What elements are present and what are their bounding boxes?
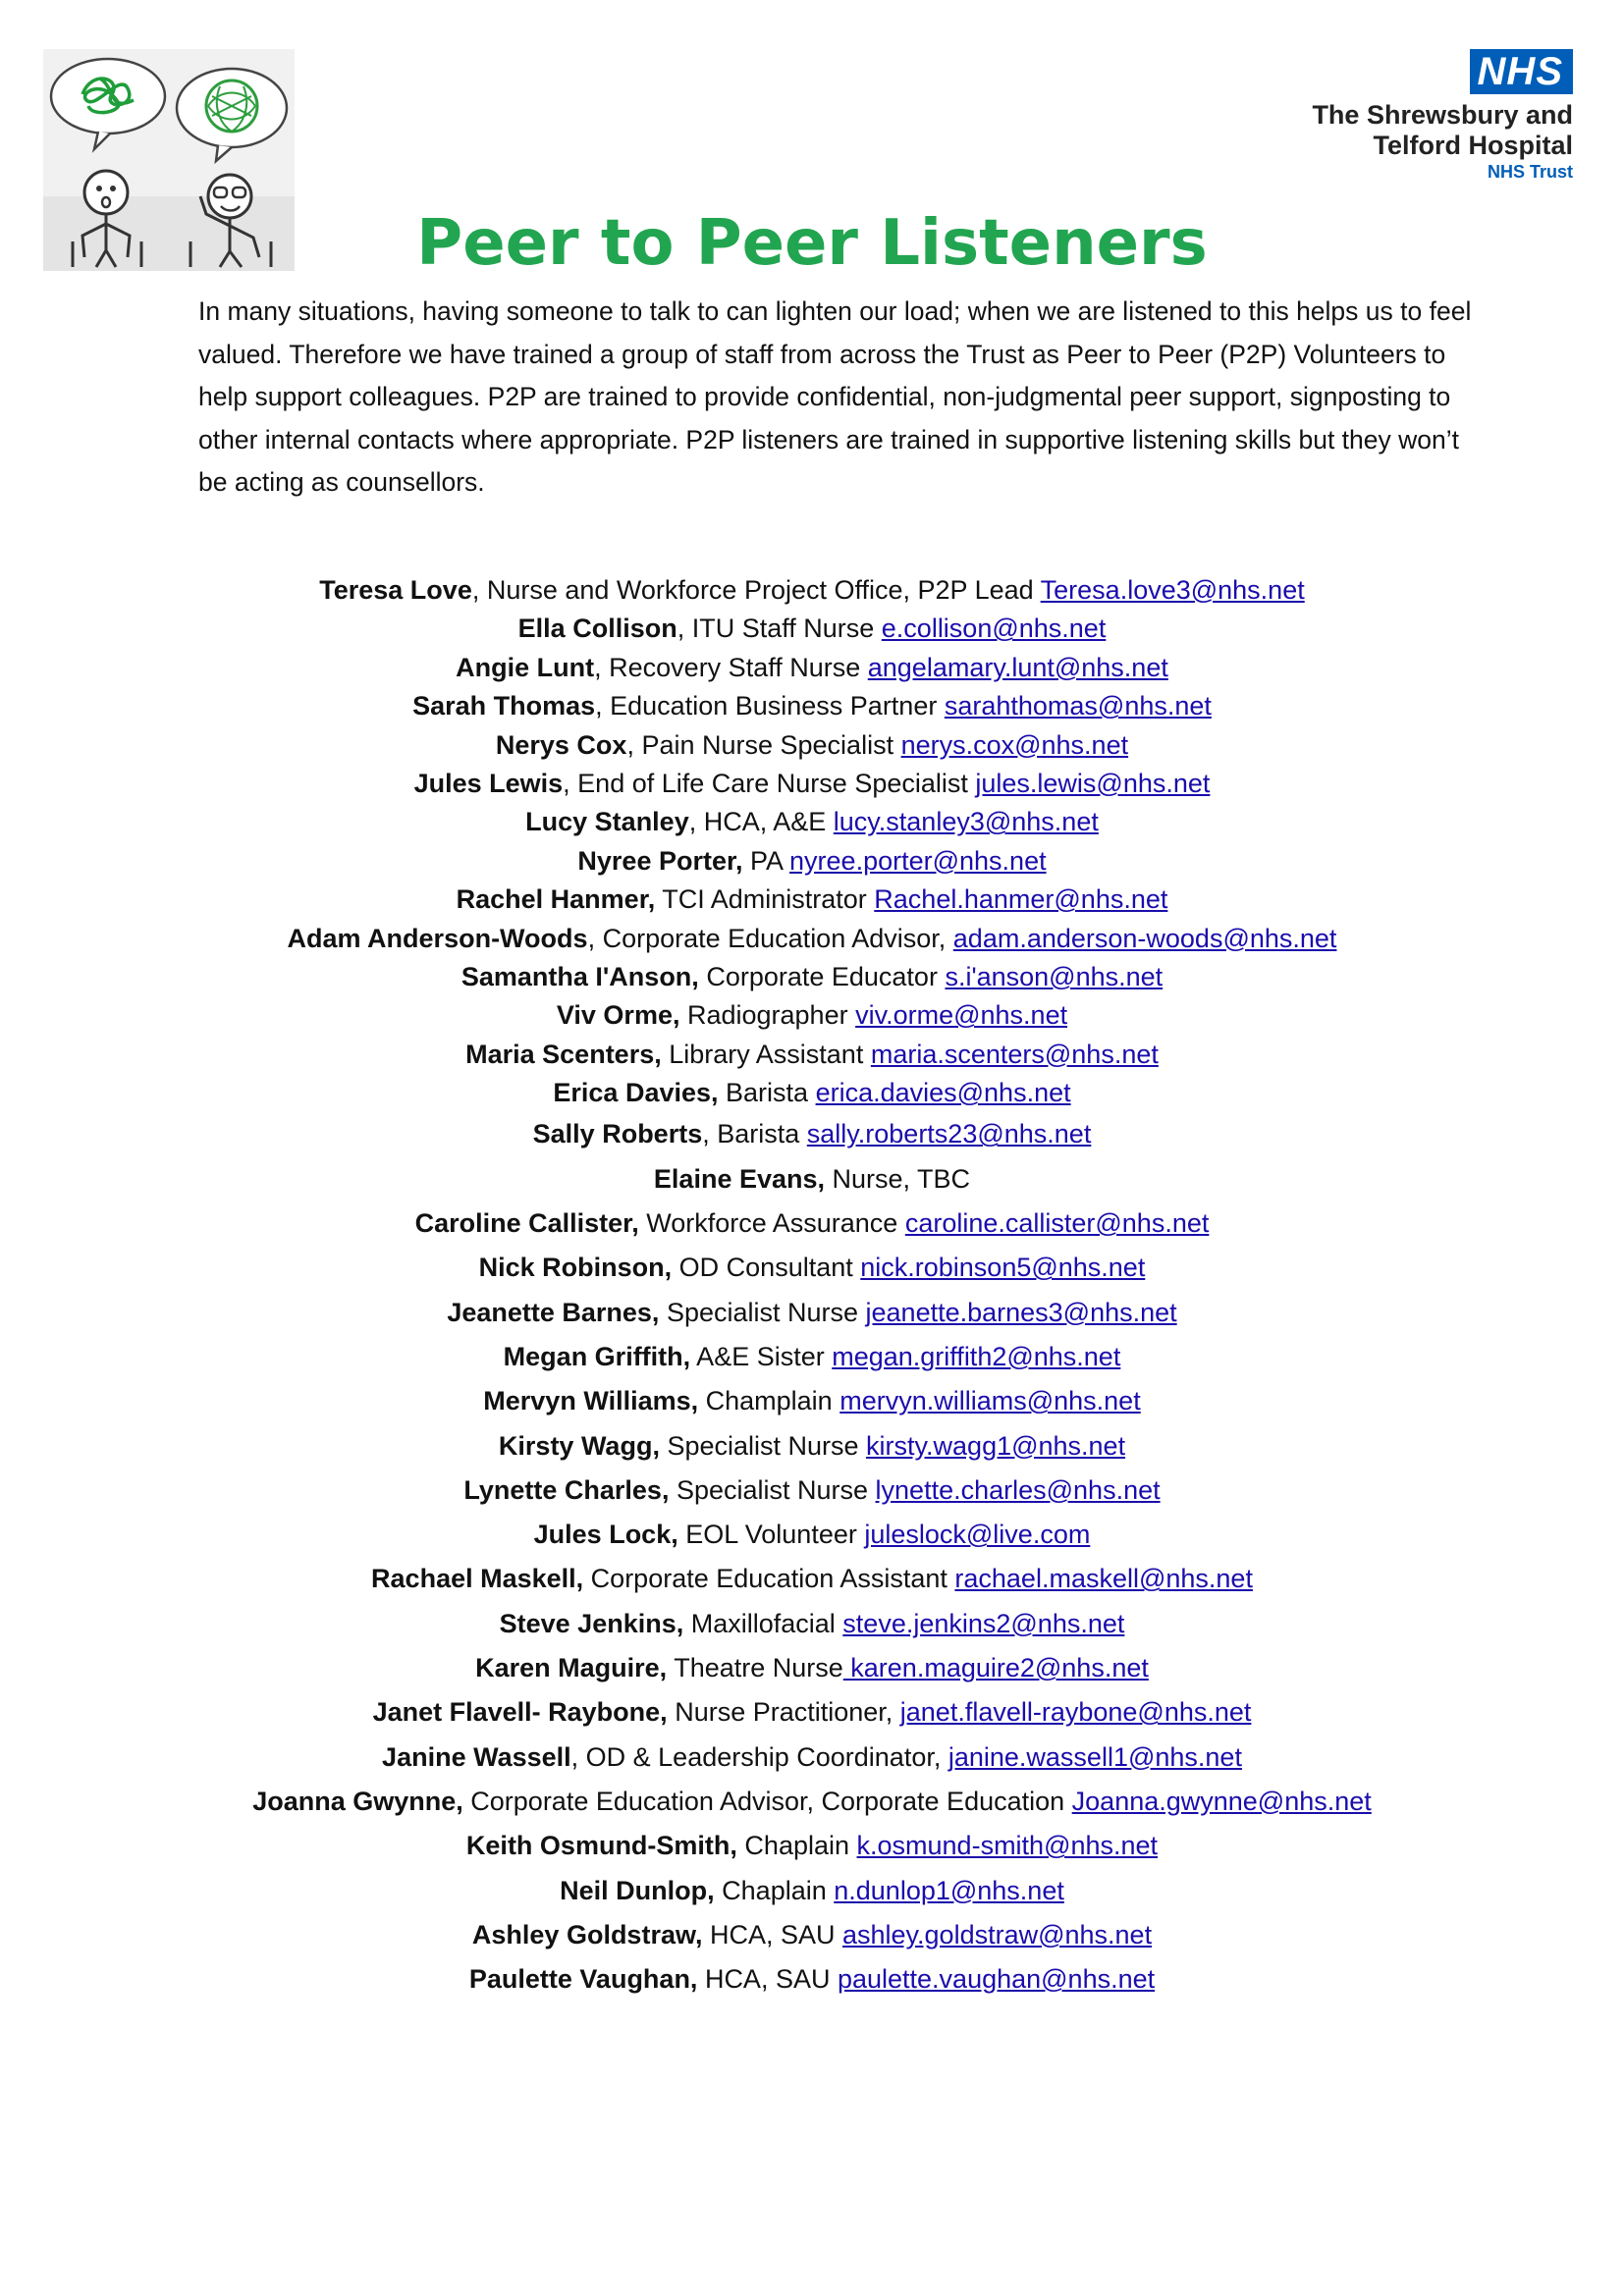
contact-role: Library Assistant	[661, 1039, 871, 1069]
contact-email-link[interactable]: n.dunlop1@nhs.net	[834, 1875, 1064, 1905]
contact-row	[0, 881, 1624, 919]
contact-row	[0, 765, 1624, 803]
contact-email-link[interactable]: lynette.charles@nhs.net	[875, 1474, 1161, 1505]
contact-email-link[interactable]: s.i'anson@nhs.net	[945, 961, 1164, 991]
contact-row	[0, 958, 1624, 996]
contact-name: Ella Collison	[517, 614, 677, 644]
contact-role: Theatre Nurse	[667, 1653, 843, 1683]
contact-name: Adam Anderson-Woods	[287, 923, 588, 953]
contact-row	[0, 1869, 1624, 1913]
nhs-trust-logo	[1219, 49, 1573, 183]
contact-email-link[interactable]: sally.roberts23@nhs.net	[806, 1119, 1092, 1149]
contact-email-link[interactable]: kirsty.wagg1@nhs.net	[866, 1430, 1126, 1461]
contact-row	[0, 1157, 1624, 1201]
contact-name: Janet Flavell- Raybone,	[372, 1697, 668, 1728]
contact-role: , Pain Nurse Specialist	[626, 729, 901, 760]
contact-role: Specialist Nurse	[659, 1297, 866, 1327]
contact-email-link[interactable]: jules.lewis@nhs.net	[975, 768, 1211, 798]
contact-name: Megan Griffith,	[503, 1341, 691, 1371]
contact-role: , ITU Staff Nurse	[677, 614, 882, 644]
contact-name: Rachel Hanmer,	[456, 884, 656, 915]
contact-row	[0, 996, 1624, 1035]
contact-row	[0, 803, 1624, 841]
contact-role: HCA, SAU	[697, 1964, 838, 1995]
contact-row	[0, 1335, 1624, 1379]
contact-role: EOL Volunteer	[677, 1520, 865, 1550]
contact-row	[0, 1824, 1624, 1868]
contact-role: TCI Administrator	[655, 884, 875, 915]
contact-email-link[interactable]: ashley.goldstraw@nhs.net	[842, 1919, 1153, 1949]
contact-name: Caroline Callister,	[414, 1208, 639, 1239]
nhs-badge: NHS	[1470, 49, 1573, 94]
contact-row	[0, 610, 1624, 648]
contact-row	[0, 571, 1624, 610]
contact-row	[0, 1646, 1624, 1690]
contact-name: Sally Roberts	[532, 1119, 703, 1149]
contact-role: , Corporate Education Advisor,	[587, 923, 953, 953]
contact-email-link[interactable]: lucy.stanley3@nhs.net	[833, 807, 1099, 837]
contact-email-link[interactable]: maria.scenters@nhs.net	[870, 1039, 1159, 1069]
contact-role: HCA, SAU	[702, 1919, 842, 1949]
contact-email-link[interactable]: nerys.cox@nhs.net	[900, 729, 1129, 760]
contact-email-link[interactable]: jeanette.barnes3@nhs.net	[865, 1297, 1177, 1327]
contact-row	[0, 1201, 1624, 1246]
contact-name: Nick Robinson,	[478, 1253, 673, 1283]
trust-suffix: NHS Trust	[1487, 162, 1573, 182]
contact-role: Barista	[718, 1078, 816, 1108]
contact-row	[0, 1468, 1624, 1513]
contact-role: Workforce Assurance	[638, 1208, 905, 1239]
page-title: Peer to Peer Listeners	[416, 207, 1208, 280]
trust-name-line1: The Shrewsbury and	[1312, 100, 1573, 130]
contact-email-link[interactable]: nick.robinson5@nhs.net	[860, 1253, 1146, 1283]
contact-email-link[interactable]: sarahthomas@nhs.net	[944, 691, 1212, 721]
contact-row	[0, 1112, 1624, 1156]
contact-role: Radiographer	[679, 1000, 856, 1031]
contact-email-link[interactable]: janine.wassell1@nhs.net	[947, 1741, 1242, 1772]
contact-row	[0, 1602, 1624, 1646]
contact-name: Lucy Stanley	[525, 807, 689, 837]
contact-email-link[interactable]: juleslock@live.com	[864, 1520, 1091, 1550]
contact-role: Nurse Practitioner,	[667, 1697, 900, 1728]
contact-name: Rachael Maskell,	[371, 1564, 584, 1594]
contact-email-link[interactable]: karen.maguire2@nhs.net	[842, 1653, 1149, 1683]
contact-role: OD Consultant	[672, 1253, 861, 1283]
contact-name: Viv Orme,	[556, 1000, 680, 1031]
contact-name: Teresa Love	[319, 575, 472, 605]
contact-email-link[interactable]: Rachel.hanmer@nhs.net	[874, 884, 1168, 915]
intro-paragraph: In many situations, having someone to talk to can lighten our load; when we are listened to this helps us to feel valued. Therefore we have trained a group of staff from across the Trust as Peer to Peer (P2P) Volunteers to help support colleagues. P2P are trained to provide confidential, non-judgmental peer support, signposting to other internal contacts where appropriate. P2P listeners are trained in supportive listening skills but they won’t be acting as counsellors.	[198, 296, 1472, 497]
contact-email-link[interactable]: Teresa.love3@nhs.net	[1040, 575, 1305, 605]
contact-name: Sarah Thomas	[412, 691, 596, 721]
contact-role: Chaplain	[714, 1875, 835, 1905]
contact-role: , OD & Leadership Coordinator,	[570, 1741, 948, 1772]
contact-email-link[interactable]: paulette.vaughan@nhs.net	[837, 1964, 1156, 1995]
contact-role: Corporate Educator	[698, 961, 946, 991]
contact-name: Samantha I'Anson,	[460, 961, 699, 991]
contact-email-link[interactable]: megan.griffith2@nhs.net	[832, 1341, 1121, 1371]
contact-name: Jules Lock,	[533, 1520, 678, 1550]
contact-row	[0, 1513, 1624, 1557]
contact-name: Jeanette Barnes,	[447, 1297, 660, 1327]
contact-row	[0, 1074, 1624, 1112]
contact-row	[0, 1246, 1624, 1290]
contact-name: Jules Lewis	[413, 768, 564, 798]
contact-row	[0, 726, 1624, 765]
contact-row	[0, 1036, 1624, 1074]
contact-role: PA	[742, 845, 790, 876]
contact-role: Corporate Education Assistant	[583, 1564, 955, 1594]
contact-name: Angie Lunt	[456, 652, 595, 682]
contact-name: Steve Jenkins,	[499, 1608, 684, 1638]
contact-role: , HCA, A&E	[688, 807, 834, 837]
contact-name: Elaine Evans,	[653, 1163, 826, 1194]
contact-row	[0, 687, 1624, 725]
contact-row	[0, 1379, 1624, 1423]
contact-role: , Barista	[702, 1119, 807, 1149]
contact-email-link[interactable]: Joanna.gwynne@nhs.net	[1071, 1786, 1372, 1816]
contact-row	[0, 1957, 1624, 2002]
contact-name: Ashley Goldstraw,	[471, 1919, 703, 1949]
contact-role: , End of Life Care Nurse Specialist	[563, 768, 976, 798]
contact-role: , Nurse and Workforce Project Office, P2P Lead	[471, 575, 1041, 605]
contact-row	[0, 1291, 1624, 1335]
contact-email-link[interactable]: steve.jenkins2@nhs.net	[842, 1608, 1125, 1638]
contact-email-link[interactable]: janet.flavell-raybone@nhs.net	[899, 1697, 1252, 1728]
contact-row	[0, 842, 1624, 881]
contact-role: , Recovery Staff Nurse	[594, 652, 868, 682]
contact-name: Nerys Cox	[495, 729, 627, 760]
contact-name: Kirsty Wagg,	[498, 1430, 660, 1461]
contact-name: Nyree Porter,	[577, 845, 743, 876]
contact-email-link[interactable]: nyree.porter@nhs.net	[789, 845, 1047, 876]
contact-email-link[interactable]: caroline.callister@nhs.net	[904, 1208, 1210, 1239]
trust-name-line2: Telford Hospital	[1373, 131, 1573, 160]
contact-list	[0, 571, 1624, 2002]
contact-row	[0, 1780, 1624, 1824]
contact-email-link[interactable]: k.osmund-smith@nhs.net	[856, 1831, 1159, 1861]
contact-role: Maxillofacial	[683, 1608, 843, 1638]
contact-role: Champlain	[698, 1386, 840, 1416]
contact-email-link[interactable]: angelamary.lunt@nhs.net	[867, 652, 1168, 682]
contact-name: Paulette Vaughan,	[468, 1964, 698, 1995]
contact-role: Corporate Education Advisor, Corporate Education	[462, 1786, 1072, 1816]
contact-email-link[interactable]: adam.anderson-woods@nhs.net	[952, 923, 1337, 953]
contact-name: Maria Scenters,	[465, 1039, 662, 1069]
contact-name: Joanna Gwynne,	[252, 1786, 463, 1816]
contact-role: Specialist Nurse	[659, 1430, 867, 1461]
contact-row	[0, 1735, 1624, 1780]
contact-email-link[interactable]: e.collison@nhs.net	[881, 614, 1107, 644]
contact-email-link[interactable]: rachael.maskell@nhs.net	[954, 1564, 1253, 1594]
contact-row	[0, 1424, 1624, 1468]
contact-name: Mervyn Williams,	[483, 1386, 699, 1416]
contact-row	[0, 1913, 1624, 1957]
contact-role: , Education Business Partner	[595, 691, 945, 721]
contact-row	[0, 1690, 1624, 1735]
contact-role: Specialist Nurse	[669, 1474, 876, 1505]
contact-role: Chaplain	[736, 1831, 857, 1861]
contact-email-link[interactable]: mervyn.williams@nhs.net	[839, 1386, 1141, 1416]
contact-row	[0, 649, 1624, 687]
contact-name: Keith Osmund-Smith,	[465, 1831, 737, 1861]
contact-name: Erica Davies,	[553, 1078, 719, 1108]
contact-email-link[interactable]: erica.davies@nhs.net	[815, 1078, 1071, 1108]
contact-row	[0, 1557, 1624, 1601]
contact-name: Neil Dunlop,	[560, 1875, 715, 1905]
contact-name: Karen Maguire,	[475, 1653, 668, 1683]
contact-role: A&E Sister	[690, 1341, 833, 1371]
contact-row	[0, 920, 1624, 958]
contact-email-link[interactable]: viv.orme@nhs.net	[855, 1000, 1068, 1031]
contact-name: Lynette Charles,	[463, 1474, 670, 1505]
contact-name: Janine Wassell	[382, 1741, 571, 1772]
contact-role: Nurse, TBC	[825, 1163, 971, 1194]
